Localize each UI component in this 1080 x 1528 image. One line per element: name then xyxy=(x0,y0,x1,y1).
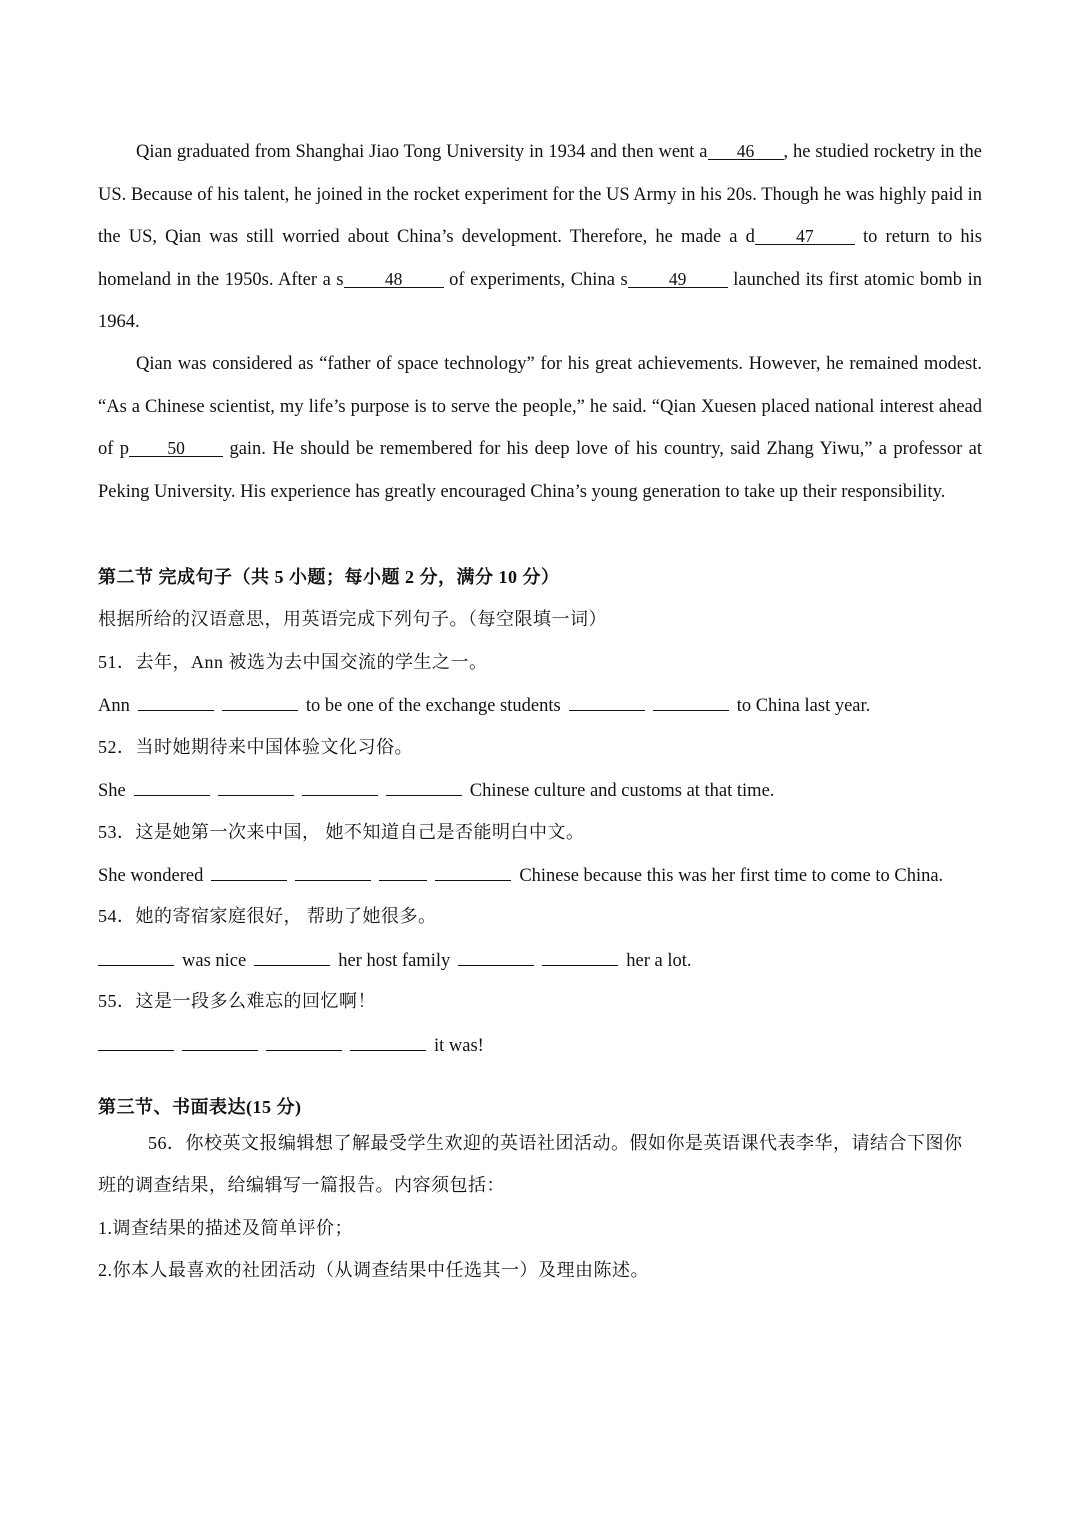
answer-blank[interactable] xyxy=(435,862,511,881)
section2-instruction: 根据所给的汉语意思，用英语完成下列句子。（每空限填一词） xyxy=(98,609,607,629)
answer-blank[interactable] xyxy=(653,692,729,711)
blank-46: 46 xyxy=(708,141,784,160)
blank-48: 48 xyxy=(344,269,444,288)
q54-text: her a lot. xyxy=(626,951,692,971)
passage-paragraph-1 xyxy=(98,131,982,344)
q54-text: was nice xyxy=(182,951,247,971)
q54-english xyxy=(98,947,998,973)
q55-english xyxy=(98,1032,998,1058)
q52-text: She xyxy=(98,781,126,801)
answer-blank[interactable] xyxy=(98,947,174,966)
answer-blank[interactable] xyxy=(98,1032,174,1051)
passage-text: launched its first atomic bomb in 1964. xyxy=(98,269,982,332)
passage-text: gain. He should be remembered for his deep love of his country, said Zhang Yiwu,” a professor at Peking University. His experience has greatly encouraged China’s young generation to take up their responsibility. xyxy=(98,439,982,502)
q51-chinese: 51．去年，Ann 被选为去中国交流的学生之一。 xyxy=(98,652,488,672)
answer-blank[interactable] xyxy=(254,947,330,966)
q56-requirement-1: 1.调查结果的描述及简单评价； xyxy=(98,1218,353,1238)
q53-text: She wondered xyxy=(98,866,204,886)
q55-chinese: 55．这是一段多么难忘的回忆啊！ xyxy=(98,991,376,1011)
passage-text: Qian was considered as “father of space technology” for his great achievements. However, he remained modest. “As a Chinese scientist, my life’s purpose is to serve the people,” he said. “Qian Xuesen placed national interest ahead of p xyxy=(98,354,982,459)
q52-chinese: 52．当时她期待来中国体验文化习俗。 xyxy=(98,737,413,757)
section3-heading: 第三节、书面表达(15 分) xyxy=(98,1097,302,1117)
answer-blank[interactable] xyxy=(379,862,427,881)
q51-english xyxy=(98,692,998,718)
passage-text: to return to his homeland in the 1950s. After a s xyxy=(98,227,983,290)
q55-text: it was! xyxy=(434,1036,484,1056)
q53-english xyxy=(98,862,998,888)
q51-text: to China last year. xyxy=(736,696,871,716)
q51-text: Ann xyxy=(98,696,130,716)
q56-prompt-line-2: 班的调查结果，给编辑写一篇报告。内容须包括： xyxy=(98,1175,505,1195)
section2-heading: 第二节 完成句子（共 5 小题；每小题 2 分，满分 10 分） xyxy=(98,567,560,587)
blank-50: 50 xyxy=(129,438,223,457)
answer-blank[interactable] xyxy=(295,862,371,881)
q54-text: her host family xyxy=(338,951,451,971)
q52-text: Chinese culture and customs at that time. xyxy=(469,781,775,801)
answer-blank[interactable] xyxy=(302,777,378,796)
answer-blank[interactable] xyxy=(218,777,294,796)
answer-blank[interactable] xyxy=(350,1032,426,1051)
answer-blank[interactable] xyxy=(138,692,214,711)
answer-blank[interactable] xyxy=(211,862,287,881)
q52-english xyxy=(98,777,998,803)
answer-blank[interactable] xyxy=(134,777,210,796)
q51-text: to be one of the exchange students xyxy=(305,696,561,716)
q56-requirement-2: 2.你本人最喜欢的社团活动（从调查结果中任选其一）及理由陈述。 xyxy=(98,1260,649,1280)
passage-text: Qian graduated from Shanghai Jiao Tong University in 1934 and then went a xyxy=(136,142,708,162)
passage-text: of experiments, China s xyxy=(443,269,628,290)
answer-blank[interactable] xyxy=(266,1032,342,1051)
passage-text: , he studied rocketry in the US. Because of his talent, he joined in the rocket experiment for the US Army in his 20s. Though he was highly paid in the US, Qian was still worried about China’s development. Therefore, he made a d xyxy=(98,142,982,247)
answer-blank[interactable] xyxy=(222,692,298,711)
passage-paragraph-2 xyxy=(98,343,982,513)
q53-text: Chinese because this was her first time to come to China. xyxy=(519,866,944,886)
answer-blank[interactable] xyxy=(458,947,534,966)
answer-blank[interactable] xyxy=(542,947,618,966)
answer-blank[interactable] xyxy=(569,692,645,711)
q56-prompt-line-1: 56．你校英文报编辑想了解最受学生欢迎的英语社团活动。假如你是英语课代表李华，请结合下图你 xyxy=(148,1133,963,1153)
answer-blank[interactable] xyxy=(182,1032,258,1051)
answer-blank[interactable] xyxy=(386,777,462,796)
blank-47: 47 xyxy=(755,226,855,245)
q54-chinese: 54．她的寄宿家庭很好， 帮助了她很多。 xyxy=(98,906,437,926)
blank-49: 49 xyxy=(628,269,728,288)
q53-chinese: 53．这是她第一次来中国， 她不知道自己是否能明白中文。 xyxy=(98,822,585,842)
